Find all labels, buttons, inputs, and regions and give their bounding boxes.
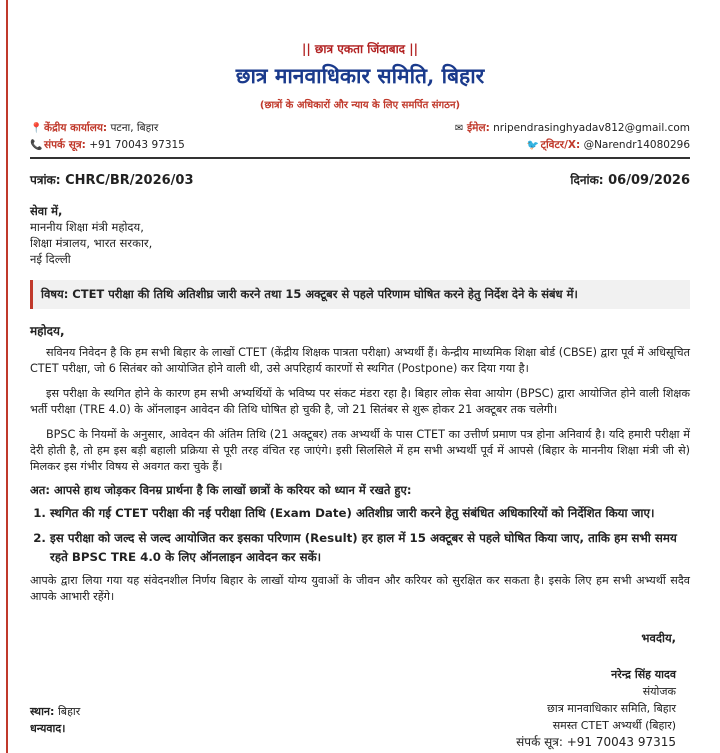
date-label: दिनांक: [570, 173, 604, 187]
org-subtitle: (छात्रों के अधिकारों और न्याय के लिए समर्पित संगठन) [259, 100, 461, 111]
contact-left [30, 121, 185, 152]
header-divider [30, 157, 690, 159]
address-line1: माननीय शिक्षा मंत्री महोदय, [30, 220, 144, 234]
contact-value: +91 70043 97315 [89, 139, 185, 151]
contact-block [30, 121, 690, 152]
request-point-1: 1. स्थगित की गई CTET परीक्षा की नई परीक्षा तिथि (Exam Date) अतिशीघ्र जारी करने हेतु संबंधित अधिकारियों को निर्देशित किया जाए। [50, 504, 690, 523]
closing-paragraph: आपके द्वारा लिया गया यह संवेदनशील निर्णय बिहार के लाखों योग्य युवाओं के जीवन और करियर को सुरक्षित कर सकता है। इसके लिए हम सभी अभ्यर्थी सदैव आपके आभारी रहेंगे। [30, 574, 690, 603]
office-line [30, 121, 185, 135]
bird-icon: 🐦 [526, 140, 540, 151]
email-value[interactable]: nripendrasinghyadav812@gmail.com [493, 122, 690, 134]
footer-left [30, 703, 80, 737]
date-value: 06/09/2026 [608, 173, 690, 188]
request-intro: अत: आपसे हाथ जोड़कर विनम्र प्रार्थना है कि लाखों छात्रों के करियर को ध्यान में रखते हुए: [30, 483, 412, 497]
signature-block [30, 666, 690, 751]
subject-box: विषय: CTET परीक्षा की तिथि अतिशीघ्र जारी करने तथा 15 अक्टूबर से पहले परिणाम घोषित करने हेतु निर्देश देने के संबंध में। [30, 280, 690, 309]
contact-label: संपर्क सूत्र: [44, 139, 86, 151]
phone-icon: 📞 [30, 140, 43, 151]
address-block [30, 203, 690, 267]
tagline: || छात्र एकता जिंदाबाद || [301, 42, 418, 56]
pin-icon: 📍 [30, 123, 43, 134]
twitter-value[interactable]: @Narendr14080296 [583, 139, 690, 151]
thanks: धन्यवाद। [30, 722, 66, 735]
paragraph-1: सविनय निवेदन है कि हम सभी बिहार के लाखों CTET (केंद्रीय शिक्षक पात्रता परीक्षा) अभ्यर्थी हैं। केन्द्रीय माध्यमिक शिक्षा बोर्ड (CBSE) द्वारा पूर्व में अधिसूचित CTET परीक्षा, जो 6 सितंबर को आयोजित होने वाली थी, उसे अपरिहार्य कारणों से स्थगित (Postpone) कर दिया गया है। [30, 346, 690, 375]
address-to: सेवा में, [30, 204, 63, 218]
twitter-label: ट्विटर/X: [540, 139, 581, 151]
place-label: स्थान: [30, 705, 55, 718]
reference-row [30, 171, 690, 188]
place-value: बिहार [57, 705, 81, 718]
request-point-2: 2. इस परीक्षा को जल्द से जल्द आयोजित कर इसका परिणाम (Result) हर हाल में 15 अक्टूबर से पहले घोषित किया जाए, ताकि हम सभी समय रहते BPSC TRE 4.0 के लिए ऑनलाइन आवेदन कर सकें। [50, 529, 690, 567]
place-line [30, 703, 80, 720]
twitter-line [527, 138, 690, 152]
contact-right [453, 121, 690, 152]
office-label: केंद्रीय कार्यालय: [44, 122, 108, 134]
left-border [6, 0, 8, 753]
address-line2: शिक्षा मंत्रालय, भारत सरकार, [30, 236, 153, 250]
email-line [453, 121, 690, 135]
paragraph-2: इस परीक्षा के स्थगित होने के कारण हम सभी अभ्यर्थियों के भविष्य पर संकट मंडरा रहा है। बिहार लोक सेवा आयोग (BPSC) द्वारा आयोजित होने वाली शिक्षक भर्ती परीक्षा (TRE 4.0) के ऑनलाइन आवेदन की तिथि घोषित हो चुकी है, जो 21 सितंबर से शुरू होकर 21 अक्टूबर तक चलेगी। [30, 387, 690, 416]
mail-icon: ✉ [454, 123, 464, 134]
ref-label: पत्रांक: [30, 173, 61, 187]
address-line3: नई दिल्ली [30, 252, 71, 266]
signer-role: संयोजक [642, 685, 676, 698]
org-title: छात्र मानवाधिकार समिति, बिहार [235, 63, 485, 88]
ref-number [30, 171, 194, 188]
signer-name: नरेन्द्र सिंह यादव [611, 668, 676, 681]
salutation: महोदय, [30, 324, 65, 338]
ref-date [570, 171, 690, 188]
email-label: ईमेल: [467, 122, 490, 134]
signer-org: छात्र मानवाधिकार समिति, बिहार [547, 702, 676, 715]
request-list [30, 504, 690, 567]
paragraph-3: BPSC के नियमों के अनुसार, आवेदन की अंतिम तिथि (21 अक्टूबर) तक अभ्यर्थी के पास CTET का उत्तीर्ण प्रमाण पत्र होना अनिवार्य है। यदि हमारी परीक्षा में देरी होती है, तो हम इस बड़ी बहाली प्रक्रिया से पूरी तरह वंचित रह जाएंगे। इसी सिलसिले में हम सभी अभ्यर्थी पूर्व में आपसे (बिहार के माननीय शिक्षा मंत्री जी से) मिलकर इस गंभीर विषय से अवगत करा चुके हैं। [30, 428, 690, 473]
contact-line [30, 138, 185, 152]
signer-phone: संपर्क सूत्र: +91 70043 97315 [516, 735, 676, 749]
office-value: पटना, बिहार [110, 122, 159, 134]
yours-faithfully: भवदीय, [641, 631, 676, 645]
signer-group: समस्त CTET अभ्यर्थी (बिहार) [552, 719, 676, 732]
ref-value: CHRC/BR/2026/03 [65, 173, 194, 188]
